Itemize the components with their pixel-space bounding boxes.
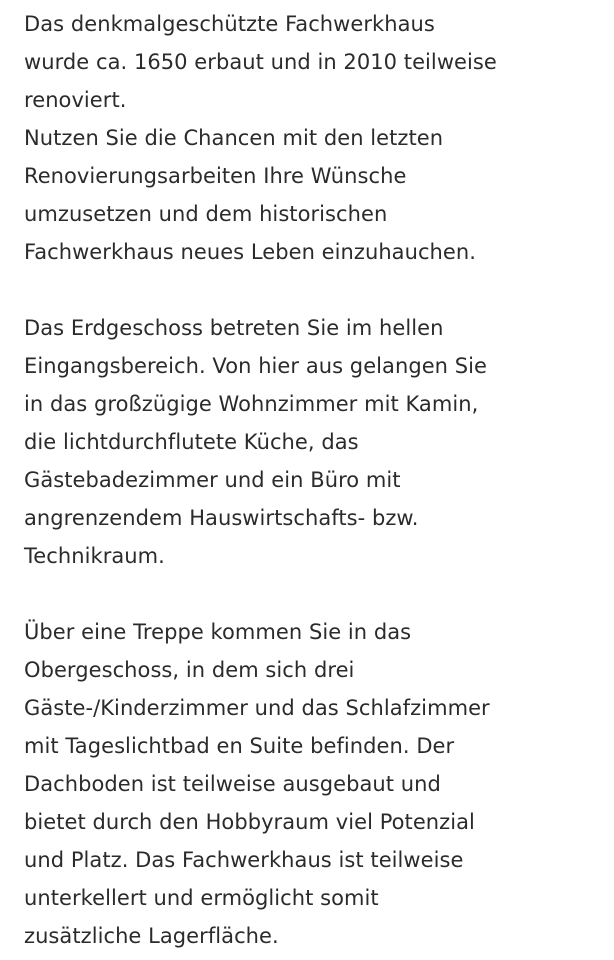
paragraph-spacer [24, 271, 604, 309]
paragraph-intro [24, 5, 604, 271]
text-line: wurde ca. 1650 erbaut und in 2010 teilweise [24, 50, 497, 74]
text-line: Dachboden ist teilweise ausgebaut und [24, 772, 441, 796]
text-line: die lichtdurchflutete Küche, das [24, 430, 359, 454]
text-line: zusätzliche Lagerfläche. [24, 924, 279, 948]
paragraph-spacer [24, 575, 604, 613]
text-line: in das großzügige Wohnzimmer mit Kamin, [24, 392, 479, 416]
text-line: unterkellert und ermöglicht somit [24, 886, 379, 910]
text-line: umzusetzen und dem historischen [24, 202, 388, 226]
text-line: Gäste-/Kinderzimmer und das Schlafzimmer [24, 696, 490, 720]
text-line: Gästebadezimmer und ein Büro mit [24, 468, 401, 492]
text-line: angrenzendem Hauswirtschafts- bzw. [24, 506, 419, 530]
text-line: Eingangsbereich. Von hier aus gelangen Sie [24, 354, 487, 378]
listing-description [24, 5, 604, 955]
paragraph-ground-floor [24, 309, 604, 575]
text-line: bietet durch den Hobbyraum viel Potenzial [24, 810, 475, 834]
text-line: Obergeschoss, in dem sich drei [24, 658, 355, 682]
text-line: Fachwerkhaus neues Leben einzuhauchen. [24, 240, 476, 264]
paragraph-upper-floor [24, 613, 604, 955]
text-line: mit Tageslichtbad en Suite befinden. Der [24, 734, 455, 758]
text-line: Renovierungsarbeiten Ihre Wünsche [24, 164, 407, 188]
text-line: Nutzen Sie die Chancen mit den letzten [24, 126, 444, 150]
text-line: Das Erdgeschoss betreten Sie im hellen [24, 316, 444, 340]
text-line: Technikraum. [24, 544, 165, 568]
text-line: Das denkmalgeschützte Fachwerkhaus [24, 12, 435, 36]
text-line: und Platz. Das Fachwerkhaus ist teilweise [24, 848, 464, 872]
text-line: Über eine Treppe kommen Sie in das [24, 620, 412, 644]
text-line: renoviert. [24, 88, 127, 112]
